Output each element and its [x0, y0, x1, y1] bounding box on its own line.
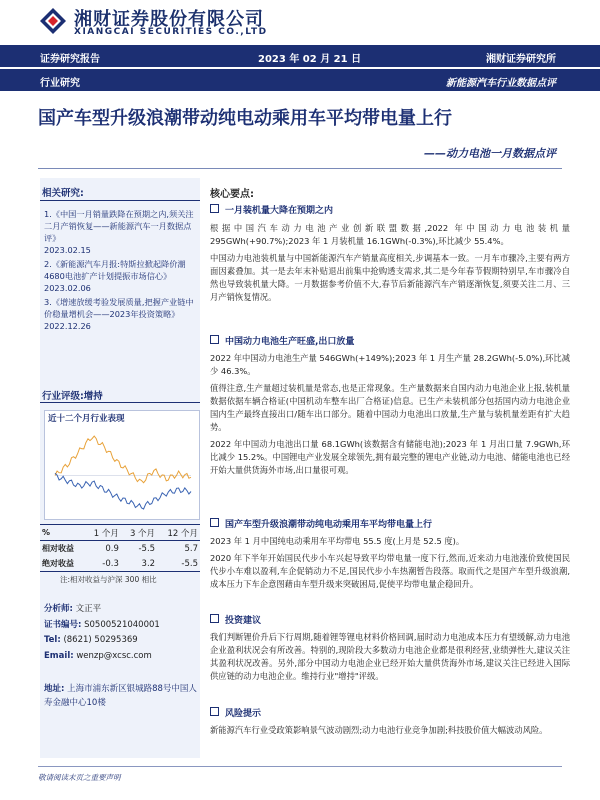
section-2 [210, 334, 570, 477]
performance-chart-frame [44, 410, 200, 520]
paragraph: 2022 年中国动力电池生产量 546GWh(+149%);2023 年 1 月生产量 28.2GWh(-5.0%),环比减少 46.3%。 [210, 353, 570, 376]
related-research-heading: 相关研究: [42, 188, 84, 199]
paragraph: 根据中国汽车动力电池产业创新联盟数据,2022 年中国动力电池装机量 295GWh(+90.7%);2023 年 1 月装机量 16.1GWh(-0.3%),环比减少 55.4%。 [210, 223, 570, 246]
chart-title: 近十二个月行业表现 [48, 414, 125, 424]
footer-disclaimer-link[interactable]: 敬请阅读末页之重要声明 [38, 773, 121, 782]
report-series: 新能源汽车行业数据点评 [446, 78, 556, 89]
table-cell: -5.5 [157, 556, 200, 572]
page-title: 国产车型升级浪潮带动纯电动乘用车平均带电量上行 [38, 108, 452, 129]
key-points-heading: 核心要点: [210, 189, 254, 200]
section-5 [210, 706, 570, 737]
related-research-list [44, 208, 196, 334]
report-category: 行业研究 [40, 78, 80, 89]
section-heading [210, 203, 570, 216]
paragraph: 值得注意,生产量超过装机量是常态,也是正常现象。生产量数据来自国内动力电池企业上报,装机量数据依据车辆合格证(中国机动车整车出厂合格证)信息。已生产未装机部分包括国内动力电池企业国内生产最终直接出口/随车出口部分。随着中国动力电池出口放量,生产量与装机量差距有扩大趋势。 [210, 383, 570, 432]
section-heading-text: 国产车型升级浪潮带动纯电动乘用车平均带电量上行 [225, 520, 433, 530]
table-cell: -0.3 [85, 556, 121, 572]
paragraph: 中国动力电池装机量与中国新能源汽车产销量高度相关,步调基本一致。一月车市骤冷,主要有两方面因素叠加。其一是去年末补贴退出前集中抢购透支需求,其二是今年春节假期特别早,车市骤冷自然也导致装机量大降。一月数据参考价值不大,春节后新能源汽车产销逐渐恢复,须要关注二月、三月产销恢复情况。 [210, 253, 570, 302]
square-bullet-icon [210, 614, 219, 623]
section-heading [210, 706, 570, 719]
title-divider [38, 168, 562, 169]
section-heading-text: 中国动力电池生产旺盛,出口放量 [225, 337, 355, 347]
table-header-row [40, 525, 200, 541]
report-date: 2023 年 02 月 21 日 [258, 54, 362, 65]
related-item[interactable] [44, 296, 196, 332]
analyst-tel: (8621) 50295369 [63, 635, 138, 645]
report-type: 证券研究报告 [40, 54, 100, 65]
paragraph: 我们判断锂价升后下行周期,随着锂等锂电材料价格回调,届时动力电池成本压力有望缓解,动力电池企业盈利状况会有所改善。特别的,现阶段大多数动力电池企业都是很利经营,业绩弹性大,建议关注其盈利状况改善。另外,部分中国动力电池企业已经开始大量供货海外市场,建议关注已经进入国际供应链的动力电池企业。维持行业"增持"评级。 [210, 632, 570, 681]
address-text: 上海市浦东新区银城路88号中国人寿金融中心10楼 [44, 684, 197, 708]
analyst-email[interactable]: wenzp@xcsc.com [76, 650, 152, 661]
analyst-cert-line [44, 618, 200, 634]
table-row-label: 相对收益 [42, 544, 74, 553]
table-row-label: 绝对收益 [40, 556, 85, 572]
paragraph: 2020 年下半年开始国民代步小车兴起导致平均带电量一度下行,然而,近来动力电池涨价致使国民代步小车难以盈利,车企促销动力不足,国民代步小车热潮暂告段落。取而代之是国产车型升级浪潮,成本压力下车企意图藉由车型升级来突破困局,促使平均带电量企稳回升。 [210, 553, 570, 589]
section-heading [210, 517, 570, 530]
related-item[interactable] [44, 208, 196, 256]
related-divider [40, 200, 200, 201]
performance-table [40, 524, 200, 572]
analyst-email-line [44, 649, 200, 665]
section-heading [210, 334, 570, 347]
paragraph: 新能源汽车行业受政策影响景气波动剧烈;动力电池行业竞争加剧;科技股价值大幅波动风险。 [210, 725, 548, 735]
square-bullet-icon [210, 707, 219, 716]
footer-divider [38, 766, 562, 767]
table-cell: -5.5 [138, 543, 156, 554]
analyst-name-line [44, 602, 200, 618]
section-heading [210, 613, 570, 626]
analyst-cert-label: 证书编号: [44, 619, 82, 630]
address-block [44, 682, 200, 710]
analyst-email-label: Email: [44, 650, 74, 661]
square-bullet-icon [210, 518, 219, 527]
paragraph: 2023 年 1 月中国纯电动乘用车平均带电 55.5 度(上月是 52.5 度)。 [210, 536, 465, 546]
brand-name-en: XIANGCAI SECURITIES CO.,LTD [74, 27, 268, 37]
address-label: 地址: [44, 684, 65, 694]
section-3 [210, 517, 570, 591]
square-bullet-icon [210, 204, 219, 213]
performance-chart [45, 411, 199, 519]
section-4 [210, 613, 570, 683]
company-logo-icon [38, 6, 68, 36]
table-header-cell: % [40, 525, 85, 541]
related-item-text: 2.《新能源汽车月报:特斯拉掀起降价潮 4680电池扩产计划提振市场信心》 [44, 259, 186, 281]
related-item-date: 2022.12.26 [44, 321, 91, 331]
table-row [40, 556, 200, 572]
header-bar-primary [0, 45, 600, 67]
analyst-name-label: 分析师: [44, 604, 73, 614]
industry-rating: 行业评级:增持 [42, 391, 103, 402]
section-heading-text: 投资建议 [225, 616, 262, 626]
related-item-date: 2023.02.15 [44, 245, 91, 255]
analyst-info [44, 602, 200, 664]
header-bar-secondary [0, 69, 600, 91]
related-item-text: 3.《增速放缓考验发展质量,把握产业链中价稳量增机会——2023年投资策略》 [44, 297, 194, 319]
related-item-text: 1.《中国一月销量跌降在预期之内,须关注二月产销恢复——新能源汽车一月数据点评》 [44, 209, 194, 243]
table-header-cell: 3 个月 [121, 525, 157, 541]
related-item-date: 2023.02.06 [44, 283, 91, 293]
brand-name-cn: 湘财证券股份有限公司 [74, 9, 264, 30]
analyst-cert: S0500521040001 [84, 619, 160, 630]
page-subtitle: ——动力电池一月数据点评 [424, 147, 556, 160]
paragraph: 2022 年中国动力电池出口量 68.1GWh(该数据含有储能电池);2023 年 1 月出口量 7.9GWh,环比减少 15.2%。中国锂电产业发展全球领先,拥有最完整的锂电产业链,动力电池、储能电池也已经开始大量供货海外市场,出口量很可观。 [210, 439, 570, 475]
table-note: 注:相对收益与沪深 300 相比 [60, 575, 157, 584]
table-cell: 3.2 [121, 556, 157, 572]
table-cell: 5.7 [184, 543, 198, 554]
analyst-name: 文正平 [75, 604, 102, 614]
section-heading-text: 风险提示 [225, 709, 262, 719]
table-row [40, 541, 200, 557]
chart-series-line-2 [55, 473, 191, 509]
analyst-tel-label: Tel: [44, 635, 61, 645]
table-cell: 0.9 [105, 543, 119, 554]
rating-divider [40, 402, 200, 403]
table-header-cell: 12 个月 [157, 525, 200, 541]
square-bullet-icon [210, 335, 219, 344]
analyst-tel-line [44, 633, 200, 649]
related-item[interactable] [44, 258, 196, 294]
section-1 [210, 203, 570, 304]
section-heading-text: 一月装机量大降在预期之内 [225, 206, 334, 216]
institute-name: 湘财证券研究所 [486, 54, 556, 65]
table-header-cell: 1 个月 [85, 525, 121, 541]
